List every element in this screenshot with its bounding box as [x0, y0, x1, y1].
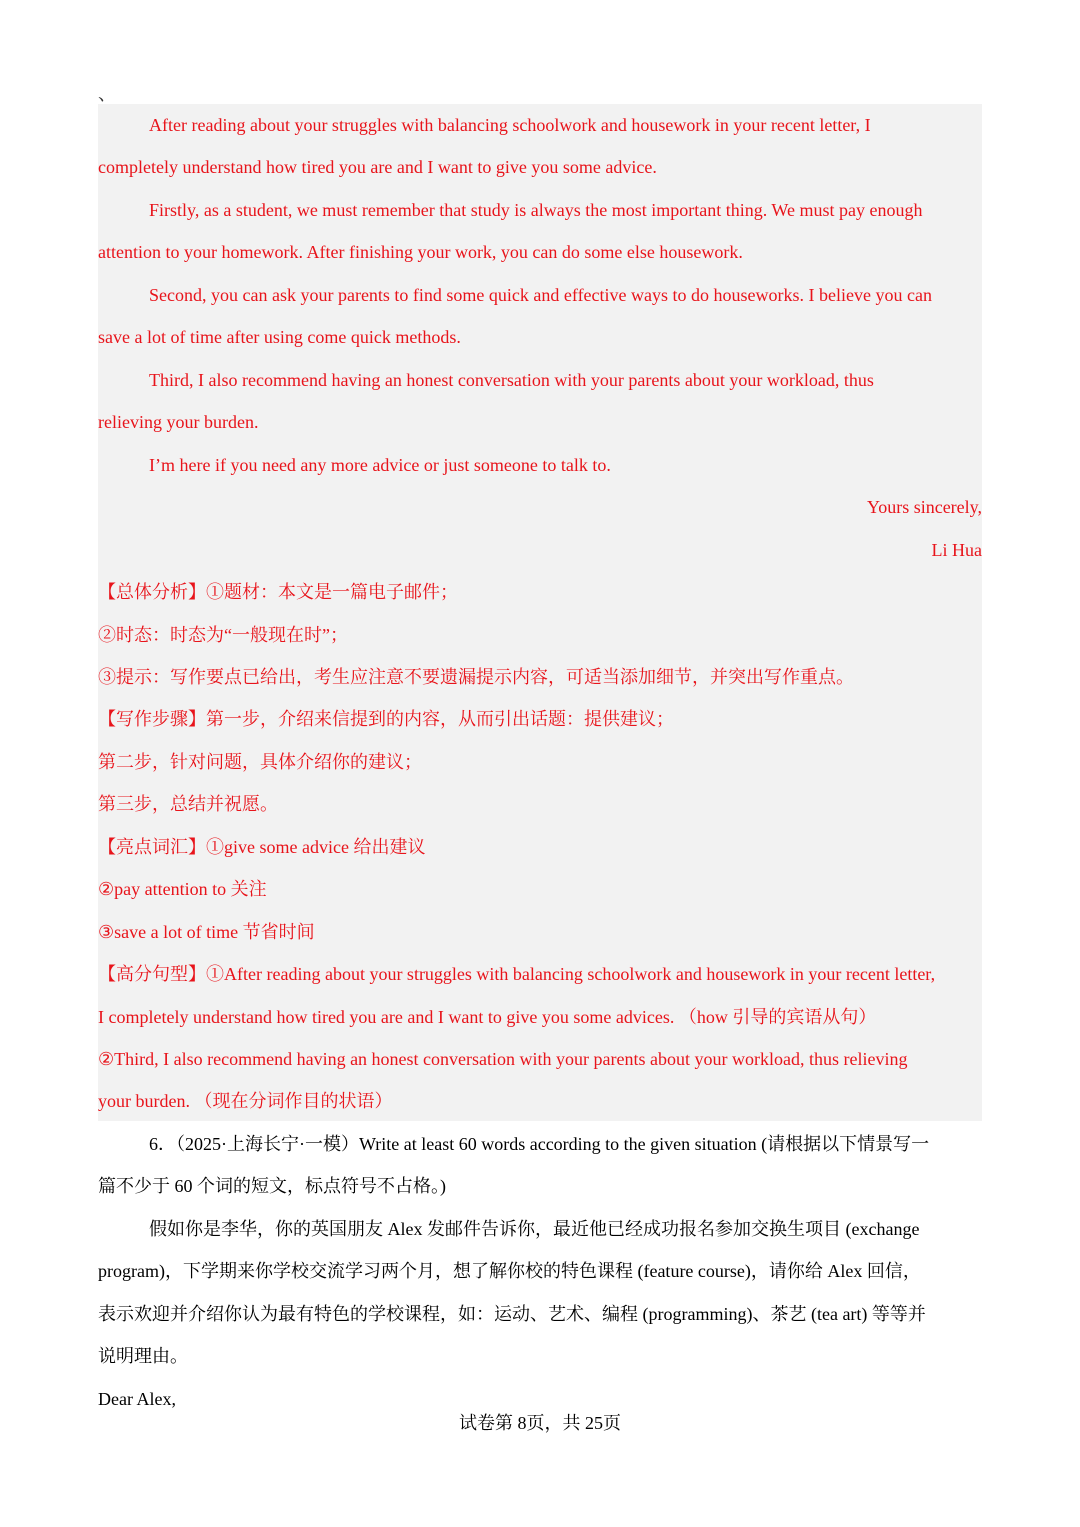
question-line: 篇不少于 60 个词的短文，标点符号不占格。)	[98, 1176, 446, 1196]
letter-line: After reading about your struggles with balancing schoolwork and housework in your recent letter, I	[149, 115, 871, 135]
letter-line: attention to your homework. After finishing your work, you can do some else housework.	[98, 242, 743, 262]
analysis-line: I completely understand how tired you are and I want to give you some advices. （how 引导的宾语从句）	[98, 1007, 877, 1027]
analysis-line: 【高分句型】①After reading about your struggles with balancing schoolwork and housework in your recent letter,	[98, 964, 936, 984]
letter-line: relieving your burden.	[98, 412, 259, 432]
analysis-line: ②时态：时态为“一般现在时”；	[98, 625, 348, 645]
analysis-line: your burden. （现在分词作目的状语）	[98, 1091, 393, 1111]
page-footer: 试卷第 8页，共 25页	[459, 1413, 621, 1433]
analysis-line: 第二步，针对问题，具体介绍你的建议；	[98, 752, 422, 772]
analysis-line: 【总体分析】①题材：本文是一篇电子邮件；	[98, 582, 458, 602]
letter-line: I’m here if you need any more advice or just someone to talk to.	[149, 455, 611, 475]
analysis-line: 第三步，总结并祝愿。	[98, 794, 278, 814]
analysis-line: 【亮点词汇】①give some advice 给出建议	[98, 837, 426, 857]
question-line: program)，下学期来你学校交流学习两个月，想了解你校的特色课程 (feature course)，请你给 Alex 回信，	[98, 1261, 921, 1281]
analysis-line: ③save a lot of time 节省时间	[98, 922, 315, 942]
letter-line: Third, I also recommend having an honest conversation with your parents about your workload, thus	[149, 370, 874, 390]
question-line: 6．（2025·上海长宁·一模）Write at least 60 words according to the given situation (请根据以下情景写一	[149, 1134, 930, 1154]
letter-closing: Yours sincerely,	[867, 497, 982, 517]
question-line: 说明理由。	[98, 1346, 188, 1366]
letter-line: save a lot of time after using come quick methods.	[98, 327, 461, 347]
letter-line: Second, you can ask your parents to find some quick and effective ways to do houseworks. I believe you can	[149, 285, 932, 305]
question-line: 假如你是李华，你的英国朋友 Alex 发邮件告诉你，最近他已经成功报名参加交换生项目 (exchange	[149, 1219, 920, 1239]
letter-salutation: Dear Alex,	[98, 1389, 176, 1409]
analysis-line: 【写作步骤】第一步，介绍来信提到的内容，从而引出话题：提供建议；	[98, 709, 674, 729]
analysis-line: ②pay attention to 关注	[98, 879, 267, 899]
question-line: 表示欢迎并介绍你认为最有特色的学校课程，如：运动、艺术、编程 (programming)、茶艺 (tea art) 等等并	[98, 1304, 926, 1324]
analysis-line: ②Third, I also recommend having an honest conversation with your parents about your workload, thus relieving	[98, 1049, 908, 1069]
top-mark: 、	[98, 84, 116, 104]
letter-signature: Li Hua	[931, 540, 982, 560]
letter-line: Firstly, as a student, we must remember that study is always the most important thing. We must pay enough	[149, 200, 923, 220]
letter-line: completely understand how tired you are and I want to give you some advice.	[98, 157, 657, 177]
analysis-line: ③提示：写作要点已给出，考生应注意不要遗漏提示内容，可适当添加细节，并突出写作重点。	[98, 667, 854, 687]
